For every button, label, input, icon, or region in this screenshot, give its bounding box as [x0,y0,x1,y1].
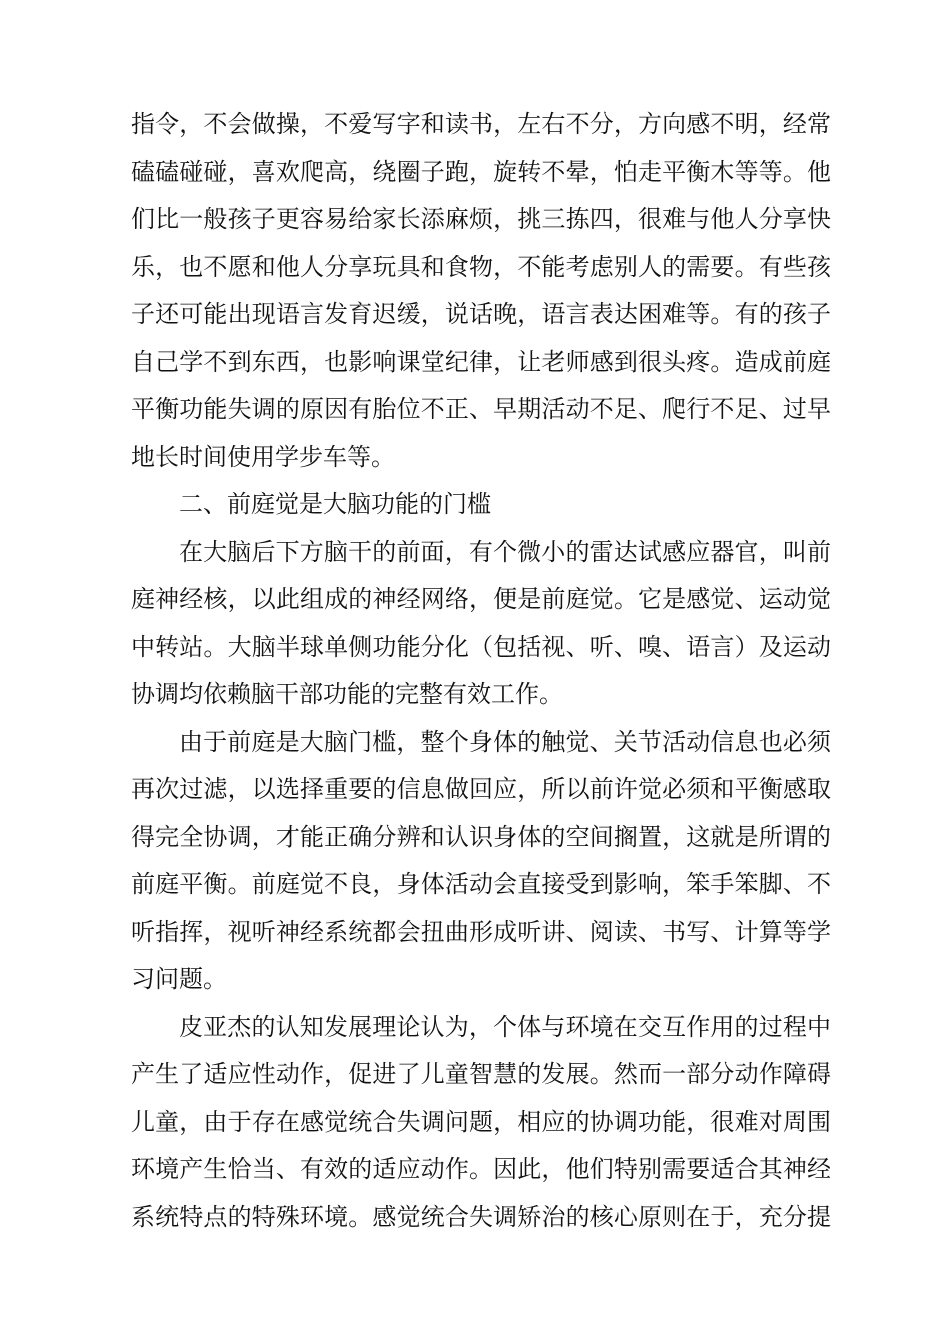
text-line: 习问题。 [131,965,227,993]
text-line: 子还可能出现语言发育迟缓，说话晚，语言表达困难等。有的孩子 [131,300,831,328]
text-line: 地长时间使用学步车等。 [131,443,395,471]
text-line: 系统特点的特殊环境。感觉统合失调矫治的核心原则在于，充分提 [131,1203,831,1231]
text-line: 们比一般孩子更容易给家长添麻烦，挑三拣四，很难与他人分享快 [131,205,831,233]
text-line: 儿童，由于存在感觉统合失调问题，相应的协调功能，很难对周围 [131,1108,831,1136]
text-line: 中转站。大脑半球单侧功能分化（包括视、听、嗅、语言）及运动 [131,633,831,661]
text-line: 在大脑后下方脑干的前面，有个微小的雷达试感应器官，叫前 [179,538,831,566]
text-line: 磕磕碰碰，喜欢爬高，绕圈子跑，旋转不晕，怕走平衡木等等。他 [131,158,831,186]
text-line: 皮亚杰的认知发展理论认为，个体与环境在交互作用的过程中 [179,1013,831,1041]
text-line: 自己学不到东西，也影响课堂纪律，让老师感到很头疼。造成前庭 [131,348,831,376]
text-line: 产生了适应性动作，促进了儿童智慧的发展。然而一部分动作障碍 [131,1060,831,1088]
text-line: 听指挥，视听神经系统都会扭曲形成听讲、阅读、书写、计算等学 [131,918,831,946]
text-line: 庭神经核，以此组成的神经网络，便是前庭觉。它是感觉、运动觉 [131,585,831,613]
text-line: 平衡功能失调的原因有胎位不正、早期活动不足、爬行不足、过早 [131,395,831,423]
text-line: 前庭平衡。前庭觉不良，身体活动会直接受到影响，笨手笨脚、不 [131,870,831,898]
text-line: 指令，不会做操，不爱写字和读书，左右不分，方向感不明，经常 [131,110,831,138]
text-line: 再次过滤，以选择重要的信息做回应，所以前许觉必须和平衡感取 [131,775,831,803]
text-line: 环境产生恰当、有效的适应动作。因此，他们特别需要适合其神经 [131,1155,831,1183]
text-line: 得完全协调，才能正确分辨和认识身体的空间搁置，这就是所谓的 [131,823,831,851]
text-line: 乐，也不愿和他人分享玩具和食物，不能考虑别人的需要。有些孩 [131,253,831,281]
text-line: 协调均依赖脑干部功能的完整有效工作。 [131,680,563,708]
text-line: 由于前庭是大脑门槛，整个身体的触觉、关节活动信息也必须 [179,728,831,756]
section-heading: 二、前庭觉是大脑功能的门槛 [179,490,491,518]
